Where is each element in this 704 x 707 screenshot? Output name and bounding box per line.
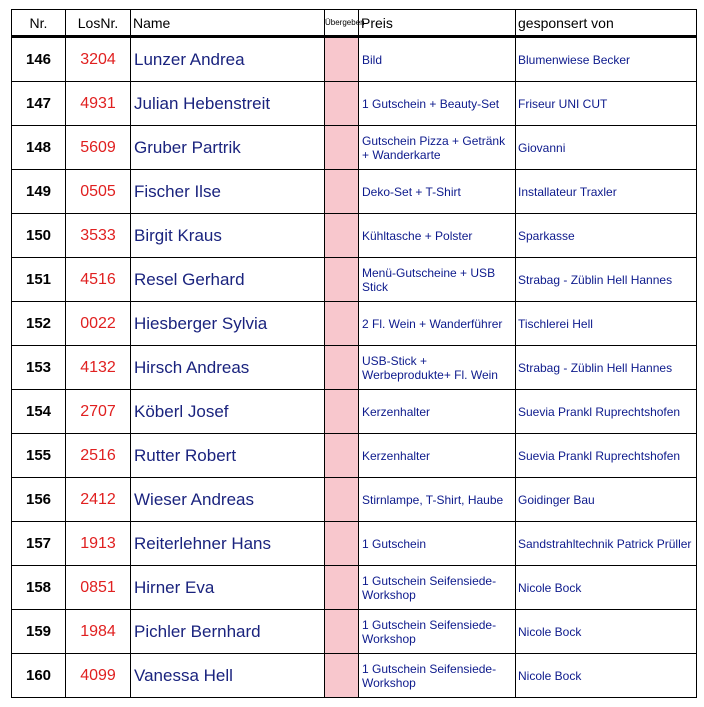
row-losnr: 0851	[66, 566, 131, 610]
row-sponsor: Strabag - Züblin Hell Hannes	[516, 258, 697, 302]
row-prize: Kühltasche + Polster	[359, 214, 516, 258]
row-given-cell	[325, 37, 359, 82]
row-given-cell	[325, 82, 359, 126]
table-row	[12, 610, 697, 654]
row-prize: 1 Gutschein Seifensiede-Workshop	[359, 566, 516, 610]
row-given-cell	[325, 346, 359, 390]
header-sponsor: gesponsert von	[516, 10, 697, 37]
row-prize: Gutschein Pizza + Getränk + Wanderkarte	[359, 126, 516, 170]
table-row	[12, 170, 697, 214]
row-nr: 151	[12, 258, 66, 302]
row-name: Gruber Partrik	[131, 126, 325, 170]
row-name: Julian Hebenstreit	[131, 82, 325, 126]
row-losnr: 3204	[66, 37, 131, 82]
row-nr: 159	[12, 610, 66, 654]
row-name: Reiterlehner Hans	[131, 522, 325, 566]
row-nr: 154	[12, 390, 66, 434]
row-sponsor: Blumenwiese Becker	[516, 37, 697, 82]
row-nr: 160	[12, 654, 66, 698]
row-losnr: 2516	[66, 434, 131, 478]
row-name: Hirner Eva	[131, 566, 325, 610]
header-prize: Preis	[359, 10, 516, 37]
table-row	[12, 654, 697, 698]
row-losnr: 1913	[66, 522, 131, 566]
row-sponsor: Friseur UNI CUT	[516, 82, 697, 126]
table-row	[12, 390, 697, 434]
row-prize: USB-Stick + Werbeprodukte+ Fl. Wein	[359, 346, 516, 390]
row-nr: 158	[12, 566, 66, 610]
row-sponsor: Installateur Traxler	[516, 170, 697, 214]
row-nr: 149	[12, 170, 66, 214]
row-sponsor: Strabag - Züblin Hell Hannes	[516, 346, 697, 390]
row-prize: Kerzenhalter	[359, 434, 516, 478]
row-nr: 150	[12, 214, 66, 258]
row-given-cell	[325, 610, 359, 654]
row-name: Resel Gerhard	[131, 258, 325, 302]
row-name: Hiesberger Sylvia	[131, 302, 325, 346]
table-header-row	[12, 10, 697, 37]
row-nr: 157	[12, 522, 66, 566]
row-sponsor: Giovanni	[516, 126, 697, 170]
row-losnr: 0022	[66, 302, 131, 346]
row-sponsor: Tischlerei Hell	[516, 302, 697, 346]
row-prize: Deko-Set + T-Shirt	[359, 170, 516, 214]
row-sponsor: Sandstrahltechnik Patrick Prüller	[516, 522, 697, 566]
header-losnr: LosNr.	[66, 10, 131, 37]
row-sponsor: Suevia Prankl Ruprechtshofen	[516, 390, 697, 434]
table-row	[12, 566, 697, 610]
row-name: Fischer Ilse	[131, 170, 325, 214]
row-losnr: 4099	[66, 654, 131, 698]
row-prize: Bild	[359, 37, 516, 82]
row-given-cell	[325, 478, 359, 522]
row-losnr: 1984	[66, 610, 131, 654]
row-sponsor: Nicole Bock	[516, 654, 697, 698]
row-nr: 146	[12, 37, 66, 82]
table-row	[12, 37, 697, 82]
row-prize: Stirnlampe, T-Shirt, Haube	[359, 478, 516, 522]
row-nr: 156	[12, 478, 66, 522]
row-given-cell	[325, 214, 359, 258]
row-prize: 1 Gutschein	[359, 522, 516, 566]
table-row	[12, 346, 697, 390]
row-losnr: 4516	[66, 258, 131, 302]
row-given-cell	[325, 170, 359, 214]
row-given-cell	[325, 126, 359, 170]
table-row	[12, 126, 697, 170]
table-row	[12, 434, 697, 478]
row-prize: Menü-Gutscheine + USB Stick	[359, 258, 516, 302]
row-given-cell	[325, 566, 359, 610]
row-given-cell	[325, 654, 359, 698]
table-row	[12, 522, 697, 566]
row-name: Pichler Bernhard	[131, 610, 325, 654]
row-losnr: 4132	[66, 346, 131, 390]
row-prize: Kerzenhalter	[359, 390, 516, 434]
table-row	[12, 478, 697, 522]
row-losnr: 5609	[66, 126, 131, 170]
row-sponsor: Nicole Bock	[516, 610, 697, 654]
row-name: Hirsch Andreas	[131, 346, 325, 390]
row-losnr: 4931	[66, 82, 131, 126]
header-name: Name	[131, 10, 325, 37]
row-name: Vanessa Hell	[131, 654, 325, 698]
table-row	[12, 214, 697, 258]
table-row	[12, 302, 697, 346]
row-losnr: 2412	[66, 478, 131, 522]
row-name: Birgit Kraus	[131, 214, 325, 258]
header-given: Übergeben	[325, 10, 359, 37]
header-nr: Nr.	[12, 10, 66, 37]
row-given-cell	[325, 302, 359, 346]
row-sponsor: Suevia Prankl Ruprechtshofen	[516, 434, 697, 478]
prize-table	[11, 9, 697, 698]
row-name: Wieser Andreas	[131, 478, 325, 522]
table-row	[12, 82, 697, 126]
row-nr: 148	[12, 126, 66, 170]
row-sponsor: Nicole Bock	[516, 566, 697, 610]
row-prize: 1 Gutschein Seifensiede-Workshop	[359, 610, 516, 654]
row-given-cell	[325, 390, 359, 434]
row-losnr: 3533	[66, 214, 131, 258]
row-given-cell	[325, 522, 359, 566]
row-name: Lunzer Andrea	[131, 37, 325, 82]
row-prize: 2 Fl. Wein + Wanderführer	[359, 302, 516, 346]
row-nr: 147	[12, 82, 66, 126]
row-losnr: 2707	[66, 390, 131, 434]
row-sponsor: Sparkasse	[516, 214, 697, 258]
row-given-cell	[325, 258, 359, 302]
row-sponsor: Goidinger Bau	[516, 478, 697, 522]
row-prize: 1 Gutschein Seifensiede-Workshop	[359, 654, 516, 698]
row-nr: 153	[12, 346, 66, 390]
row-prize: 1 Gutschein + Beauty-Set	[359, 82, 516, 126]
row-nr: 155	[12, 434, 66, 478]
table-row	[12, 258, 697, 302]
row-given-cell	[325, 434, 359, 478]
row-name: Rutter Robert	[131, 434, 325, 478]
row-losnr: 0505	[66, 170, 131, 214]
row-name: Köberl Josef	[131, 390, 325, 434]
row-nr: 152	[12, 302, 66, 346]
